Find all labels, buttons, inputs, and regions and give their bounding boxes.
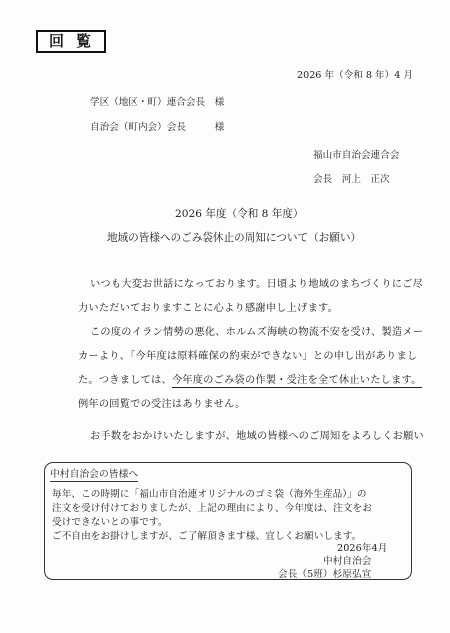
body-p2-line3-lead: た。つきましては、 — [78, 375, 172, 386]
local-notice-line2: 注文を受け付けておりましたが、上記の理由により、今年度は、注文をお — [52, 503, 372, 514]
local-notice-line1: 毎年、この時期に「福山市自治連オリジナルのゴミ袋（海外生産品）」の — [52, 489, 367, 500]
heading-year: 2026 年度（令和 8 年度） — [175, 208, 304, 220]
local-notice-line3: 受けできないとの事です。 — [52, 517, 168, 528]
suspension-notice-underlined: 今年度のごみ袋の作製・受注を全て休止いたします。 — [171, 375, 422, 386]
body-p2-line4: 例年の回覧での受注はありません。 — [78, 399, 246, 410]
local-notice-title: 中村自治会の皆様へ — [50, 466, 138, 482]
body-p2-line3 — [78, 371, 422, 386]
sender-person: 会長 河上 正次 — [313, 174, 390, 185]
local-notice-person: 会長（5班）杉原弘宣 — [278, 569, 372, 580]
body-p1-line1: いつも大変お世話になっております。日頃より地域のまちづくりにご尽 — [90, 279, 424, 290]
local-notice-date: 2026年4月 — [337, 543, 388, 554]
issue-date: 2026 年（令和 8 年）4 月 — [297, 70, 413, 81]
body-p3-line1: お手数をおかけいたしますが、地域の皆様へのご周知をよろしくお願い — [90, 431, 424, 442]
circulation-stamp: 回覧 — [36, 30, 106, 53]
heading-title: 地域の皆様へのごみ袋休止の周知について（お願い） — [107, 232, 362, 244]
body-p1-line2: 力いただいておりますことに心より感謝申し上げます。 — [78, 303, 339, 314]
local-notice-org: 中村自治会 — [323, 556, 372, 567]
sender-org: 福山市自治会連合会 — [313, 150, 400, 161]
recipient-line-1: 学区（地区・町）連合会長 様 — [90, 97, 225, 108]
recipient-line-2: 自治会（町内会）会長 様 — [90, 122, 225, 133]
body-p2-line1: この度のイラン情勢の悪化、ホルムズ海峡の物流不安を受け、製造メー — [90, 327, 424, 338]
body-p2-line2: カーより、「今年度は原料確保の約束ができない」との申し出がありまし — [78, 351, 418, 362]
local-notice-line4: ご不自由をお掛けしますが、ご了解頂きます様、宜しくお願いします。 — [52, 531, 362, 542]
